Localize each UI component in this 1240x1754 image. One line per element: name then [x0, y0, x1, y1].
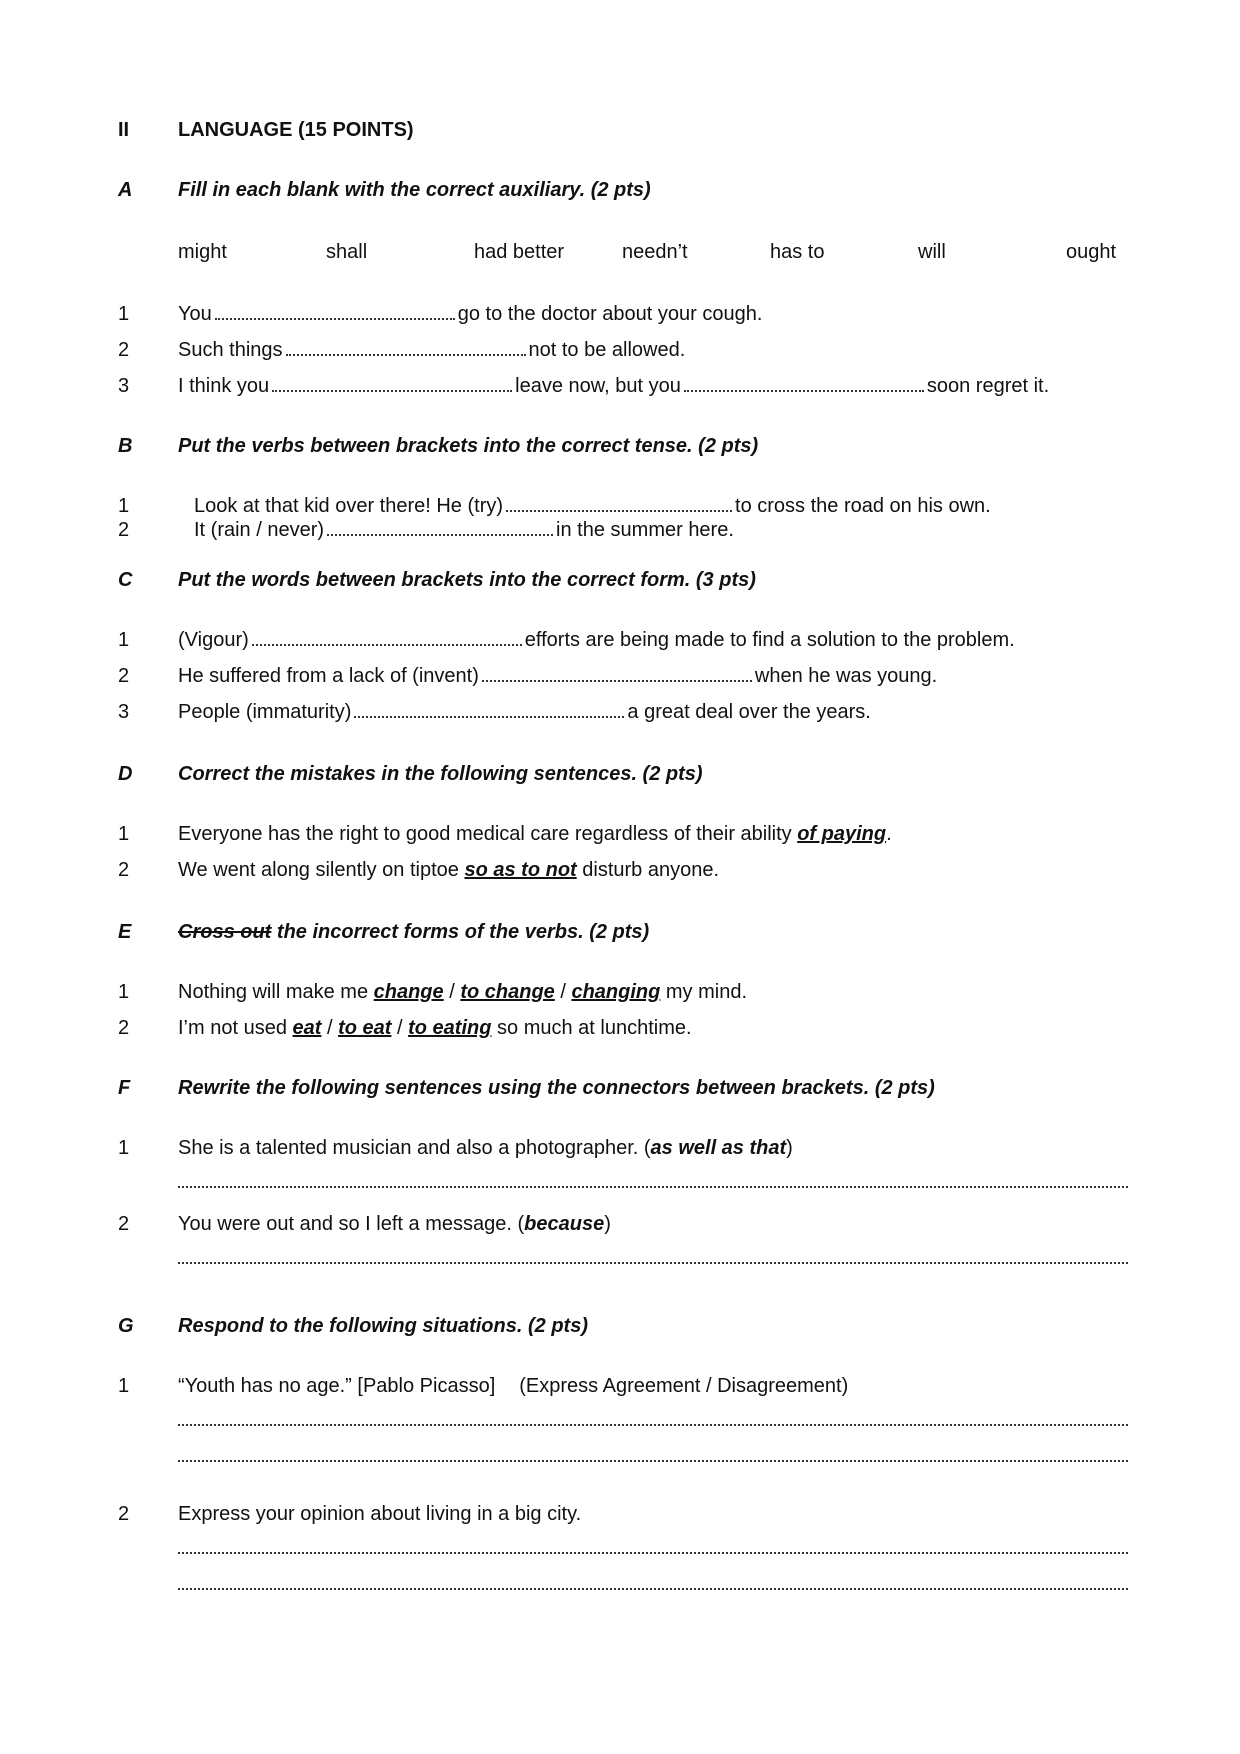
- exercise-sentence: Everyone has the right to good medical care regardless of their ability of paying.: [178, 823, 892, 845]
- item-number: 1: [118, 495, 130, 517]
- verb-option[interactable]: to change: [460, 981, 555, 1003]
- part-c-label: C: [118, 569, 133, 591]
- answer-line[interactable]: [178, 1588, 1128, 1590]
- exercise-sentence: She is a talented musician and also a photographer. (as well as that): [178, 1137, 793, 1159]
- answer-blank[interactable]: [684, 374, 924, 392]
- exercise-sentence: Such things not to be allowed.: [178, 339, 686, 361]
- verb-option[interactable]: to eating: [408, 1017, 492, 1039]
- item-number: 1: [118, 303, 130, 325]
- part-e-instruction: Cross out the incorrect forms of the verbs. (2 pts): [178, 921, 650, 943]
- verb-option[interactable]: change: [373, 981, 444, 1003]
- answer-blank[interactable]: [252, 628, 522, 646]
- answer-line[interactable]: [178, 1424, 1128, 1426]
- answer-line[interactable]: [178, 1552, 1128, 1554]
- exercise-sentence: It (rain / never) in the summer here.: [194, 519, 734, 541]
- answer-line[interactable]: [178, 1186, 1128, 1188]
- item-number: 2: [118, 339, 130, 361]
- exercise-sentence: He suffered from a lack of (invent) when he was young.: [178, 665, 938, 687]
- item-number: 3: [118, 701, 130, 723]
- item-number: 1: [118, 1137, 130, 1159]
- answer-blank[interactable]: [482, 664, 752, 682]
- exercise-sentence: You go to the doctor about your cough.: [178, 303, 763, 325]
- answer-blank[interactable]: [286, 338, 526, 356]
- item-number: 1: [118, 629, 130, 651]
- word-bank-item: ought: [1066, 241, 1117, 263]
- exercise-sentence: Nothing will make me change / to change / changing my mind.: [178, 981, 748, 1003]
- verb-option[interactable]: changing: [571, 981, 661, 1003]
- item-number: 2: [118, 1503, 130, 1525]
- item-number: 1: [118, 1375, 130, 1397]
- verb-option[interactable]: to eat: [338, 1017, 392, 1039]
- exercise-sentence: I’m not used eat / to eat / to eating so much at lunchtime.: [178, 1017, 692, 1039]
- mistake-phrase: so as to not: [464, 859, 577, 881]
- word-bank-item: needn’t: [622, 241, 688, 263]
- part-a-label: A: [118, 179, 133, 201]
- task: (Express Agreement / Disagreement): [519, 1375, 849, 1397]
- exercise-sentence: [178, 1374, 848, 1398]
- quote: “Youth has no age.” [Pablo Picasso]: [178, 1375, 496, 1397]
- part-g-label: G: [118, 1315, 134, 1337]
- answer-blank[interactable]: [506, 494, 732, 512]
- item-number: 2: [118, 519, 130, 541]
- exercise-sentence: People (immaturity) a great deal over the years.: [178, 701, 871, 723]
- answer-blank[interactable]: [215, 302, 455, 320]
- word-bank-item: had better: [474, 241, 565, 263]
- answer-blank[interactable]: [327, 518, 553, 536]
- word-bank-item: might: [178, 241, 227, 263]
- mistake-phrase: of paying: [797, 823, 887, 845]
- answer-blank[interactable]: [354, 700, 624, 718]
- exercise-sentence: We went along silently on tiptoe so as to not disturb anyone.: [178, 859, 720, 881]
- cross-out-word: Cross out: [178, 921, 272, 943]
- section-number: II: [118, 119, 130, 141]
- part-d-instruction: Correct the mistakes in the following sentences. (2 pts): [178, 763, 703, 785]
- item-number: 2: [118, 665, 130, 687]
- connector: as well as that: [650, 1137, 787, 1159]
- part-f-label: F: [118, 1077, 131, 1099]
- connector: because: [524, 1213, 605, 1235]
- answer-blank[interactable]: [272, 374, 512, 392]
- item-number: 1: [118, 823, 130, 845]
- part-e-label: E: [118, 921, 132, 943]
- word-bank-item: shall: [326, 241, 368, 263]
- exercise-sentence: Express your opinion about living in a big city.: [178, 1503, 582, 1525]
- part-a-instruction: Fill in each blank with the correct auxiliary. (2 pts): [178, 179, 651, 201]
- item-number: 2: [118, 859, 130, 881]
- item-number: 1: [118, 981, 130, 1003]
- item-number: 2: [118, 1213, 130, 1235]
- part-f-instruction: Rewrite the following sentences using the connectors between brackets. (2 pts): [178, 1077, 935, 1099]
- part-b-label: B: [118, 435, 133, 457]
- word-bank-item: will: [918, 241, 946, 263]
- exercise-sentence: (Vigour) efforts are being made to find a solution to the problem.: [178, 629, 1015, 651]
- part-b-instruction: Put the verbs between brackets into the correct tense. (2 pts): [178, 435, 759, 457]
- word-bank-item: has to: [770, 241, 825, 263]
- item-number: 3: [118, 375, 130, 397]
- verb-option[interactable]: eat: [292, 1017, 322, 1039]
- part-g-instruction: Respond to the following situations. (2 pts): [178, 1315, 588, 1337]
- section-title: LANGUAGE (15 POINTS): [178, 119, 414, 141]
- exercise-sentence: Look at that kid over there! He (try) to cross the road on his own.: [194, 495, 991, 517]
- item-number: 2: [118, 1017, 130, 1039]
- exercise-sentence: You were out and so I left a message. (because): [178, 1213, 611, 1235]
- part-c-instruction: Put the words between brackets into the correct form. (3 pts): [178, 569, 756, 591]
- answer-line[interactable]: [178, 1262, 1128, 1264]
- exercise-sentence: I think you leave now, but you soon regret it.: [178, 375, 1050, 397]
- answer-line[interactable]: [178, 1460, 1128, 1462]
- part-d-label: D: [118, 763, 133, 785]
